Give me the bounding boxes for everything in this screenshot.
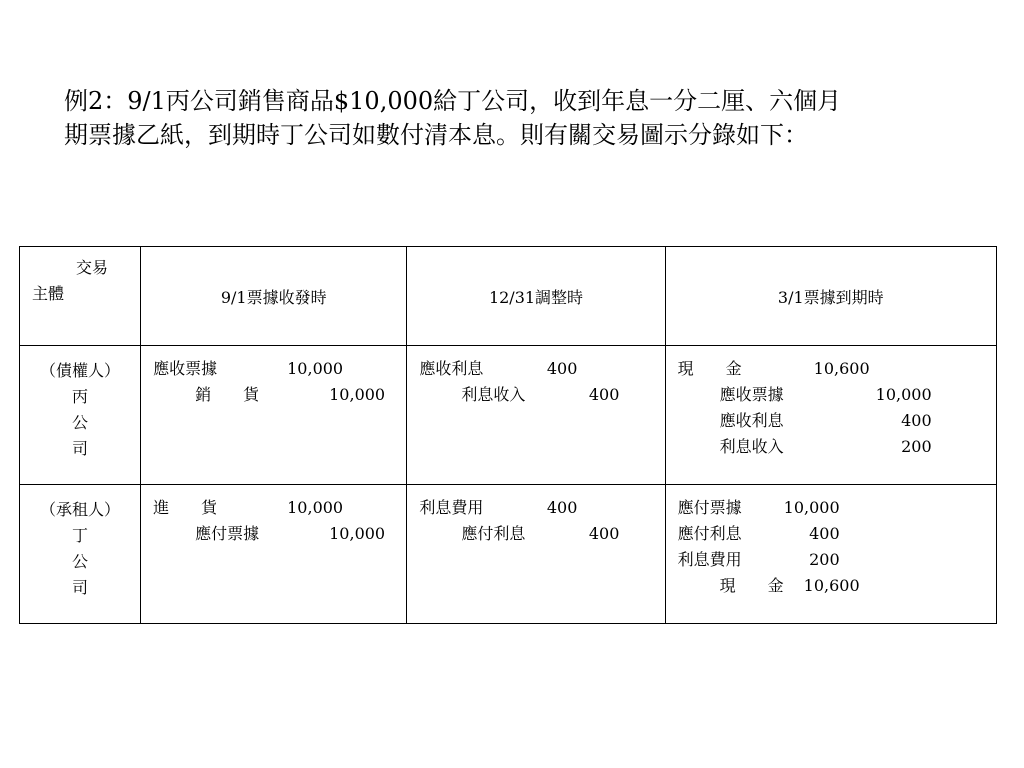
- corner-label-entity: 主體: [32, 284, 65, 303]
- account-name: 應付利息: [677, 524, 742, 543]
- account-amount: 10,000: [875, 385, 932, 404]
- entity-name-char: 司: [72, 578, 89, 597]
- account-name: 銷 貨: [195, 385, 260, 404]
- account-name: 應收利息: [719, 411, 784, 430]
- credit-line: [141, 382, 406, 408]
- debit-line: [407, 356, 664, 382]
- account-amount: 400: [588, 524, 620, 543]
- entry-cell-creditor-maturity: [665, 346, 996, 485]
- entity-role: （債權人）: [40, 361, 121, 380]
- account-name: 利息費用: [677, 550, 742, 569]
- debit-line: [666, 356, 996, 382]
- account-name: 利息收入: [719, 437, 784, 456]
- account-name: 應付利息: [461, 524, 526, 543]
- account-amount: 10,600: [803, 576, 860, 595]
- account-amount: 10,600: [813, 359, 870, 378]
- account-amount: 400: [809, 524, 840, 543]
- entry-cell-debtor-maturity: [665, 485, 996, 624]
- account-amount: 400: [901, 411, 932, 430]
- table-row-debtor: [20, 485, 997, 624]
- entity-name-char: 司: [72, 439, 89, 458]
- entity-cell-creditor: [20, 346, 141, 485]
- credit-line: [666, 408, 996, 434]
- table-row-creditor: [20, 346, 997, 485]
- column-header-maturity: 3/1票據到期時: [665, 247, 996, 346]
- entry-cell-debtor-issue: [141, 485, 407, 624]
- debit-line: [141, 495, 406, 521]
- account-name: 利息費用: [419, 498, 484, 517]
- credit-line: [407, 521, 664, 547]
- entity-name-char: 丙: [72, 387, 89, 406]
- account-name: 應付票據: [677, 498, 742, 517]
- account-amount: 400: [546, 498, 578, 517]
- account-name: 應收利息: [419, 359, 484, 378]
- account-amount: 10,000: [287, 498, 344, 517]
- entity-name-char: 公: [72, 413, 89, 432]
- column-header-adjustment: 12/31調整時: [407, 247, 665, 346]
- slide-title: [64, 84, 984, 152]
- table-header-row: [20, 247, 997, 346]
- account-amount: 10,000: [329, 524, 386, 543]
- title-line-2: 期票據乙紙，到期時丁公司如數付清本息。則有關交易圖示分錄如下：: [64, 121, 808, 149]
- account-amount: 10,000: [329, 385, 386, 404]
- entry-cell-creditor-adjustment: [407, 346, 665, 485]
- account-name: 現 金: [719, 576, 784, 595]
- debit-line: [141, 356, 406, 382]
- debit-line: [407, 495, 664, 521]
- entity-cell-debtor: [20, 485, 141, 624]
- debit-line: [666, 547, 996, 573]
- title-line-1: 例2：9/1丙公司銷售商品$10,000給丁公司，收到年息一分二厘、六個月: [64, 87, 842, 115]
- debit-line: [666, 495, 996, 521]
- credit-line: [407, 382, 664, 408]
- entity-name-char: 丁: [72, 526, 89, 545]
- account-amount: 10,000: [783, 498, 840, 517]
- entity-role: （承租人）: [40, 500, 121, 519]
- entity-name-char: 公: [72, 552, 89, 571]
- credit-line: [666, 434, 996, 460]
- account-amount: 200: [901, 437, 932, 456]
- corner-header-cell: [20, 247, 141, 346]
- account-name: 應付票據: [195, 524, 260, 543]
- account-amount: 400: [588, 385, 620, 404]
- account-name: 利息收入: [461, 385, 526, 404]
- account-name: 應收票據: [719, 385, 784, 404]
- journal-entry-table: [19, 246, 997, 624]
- account-amount: 200: [809, 550, 840, 569]
- entry-cell-creditor-issue: [141, 346, 407, 485]
- account-name: 現 金: [677, 359, 742, 378]
- account-amount: 400: [546, 359, 578, 378]
- credit-line: [666, 382, 996, 408]
- column-header-issue: 9/1票據收發時: [141, 247, 407, 346]
- credit-line: [141, 521, 406, 547]
- account-name: 應收票據: [153, 359, 218, 378]
- account-amount: 10,000: [287, 359, 344, 378]
- account-name: 進 貨: [153, 498, 218, 517]
- entry-cell-debtor-adjustment: [407, 485, 665, 624]
- credit-line: [666, 573, 996, 599]
- debit-line: [666, 521, 996, 547]
- corner-label-transaction: 交易: [76, 258, 109, 277]
